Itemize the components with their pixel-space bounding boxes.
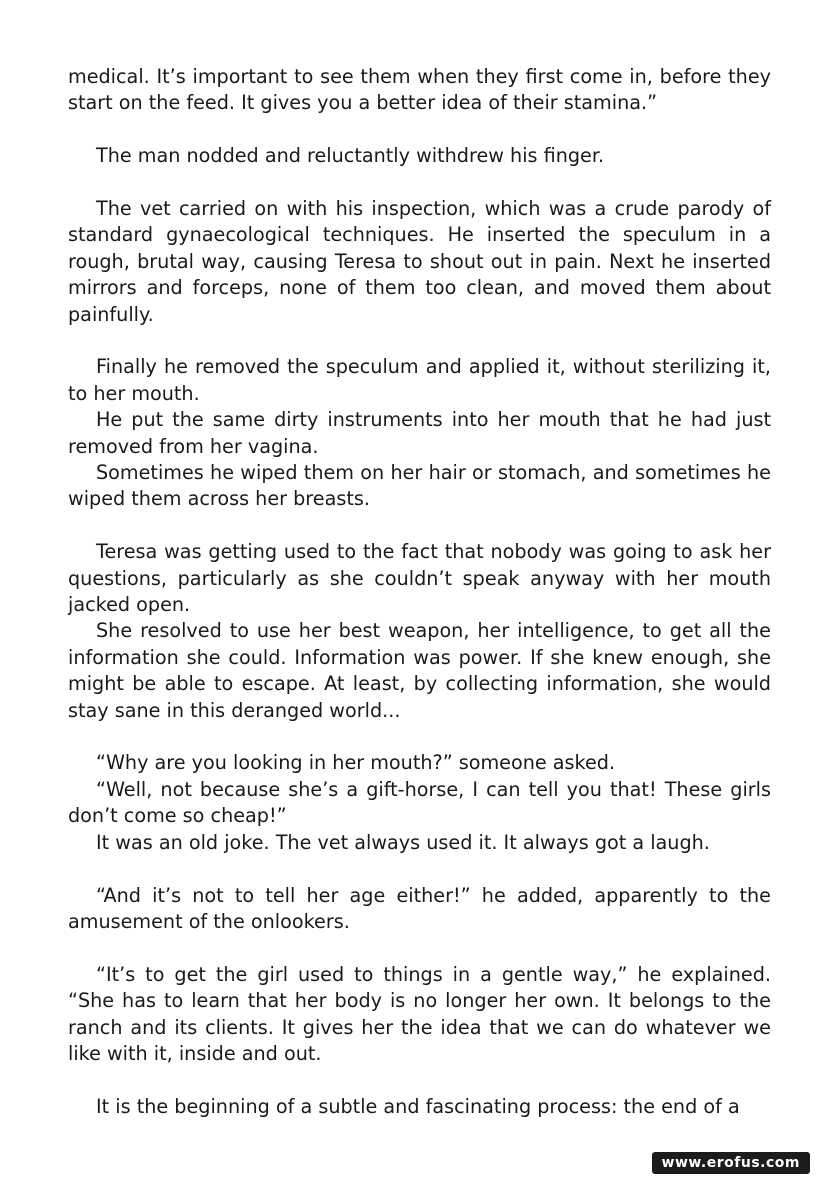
paragraph-13: “It’s to get the girl used to things in a gentle way,” he explained. “She has to learn that her body is no longer her own. It belongs to the ranch and its clients. It gives her the idea that we can do whatever we like with it, inside and out. bbox=[68, 962, 771, 1065]
paragraph-14: It is the beginning of a subtle and fascinating process: the end of a bbox=[96, 1094, 740, 1118]
paragraph-6: Sometimes he wiped them on her hair or stomach, and sometimes he wiped them across her breasts. bbox=[68, 461, 771, 511]
paragraph-8: She resolved to use her best weapon, her intelligence, to get all the information she could. Information was power. If she knew enough, she might be able to escape. At least, by collecting information, she would stay sane in this deranged world... bbox=[68, 619, 771, 722]
paragraph-12: “And it’s not to tell her age either!” he added, apparently to the amusement of the onlookers. bbox=[68, 883, 771, 933]
paragraph-4: Finally he removed the speculum and applied it, without sterilizing it, to her mouth. bbox=[68, 355, 771, 405]
paragraph-3: The vet carried on with his inspection, which was a crude parody of standard gynaecological techniques. He inserted the speculum in a rough, brutal way, causing Teresa to shout out in pain. Next he inserted mirrors and forceps, none of them too clean, and moved them about painfully. bbox=[68, 197, 771, 326]
paragraph-2: The man nodded and reluctantly withdrew his finger. bbox=[96, 144, 605, 168]
paragraph-7: Teresa was getting used to the fact that nobody was going to ask her questions, particularly as she couldn’t speak anyway with her mouth jacked open. bbox=[68, 540, 771, 617]
paragraph-11: It was an old joke. The vet always used it. It always got a laugh. bbox=[96, 830, 710, 854]
watermark-link[interactable]: www.erofus.com bbox=[652, 1152, 810, 1174]
paragraph-1: medical. It’s important to see them when they first come in, before they start on the feed. It gives you a better idea of their stamina.” bbox=[68, 65, 771, 115]
paragraph-9: “Why are you looking in her mouth?” someone asked. bbox=[96, 751, 616, 775]
page-body bbox=[68, 64, 771, 1120]
paragraph-5: He put the same dirty instruments into her mouth that he had just removed from her vagina. bbox=[68, 408, 771, 458]
paragraph-10: “Well, not because she’s a gift-horse, I can tell you that! These girls don’t come so cheap!” bbox=[68, 777, 771, 828]
